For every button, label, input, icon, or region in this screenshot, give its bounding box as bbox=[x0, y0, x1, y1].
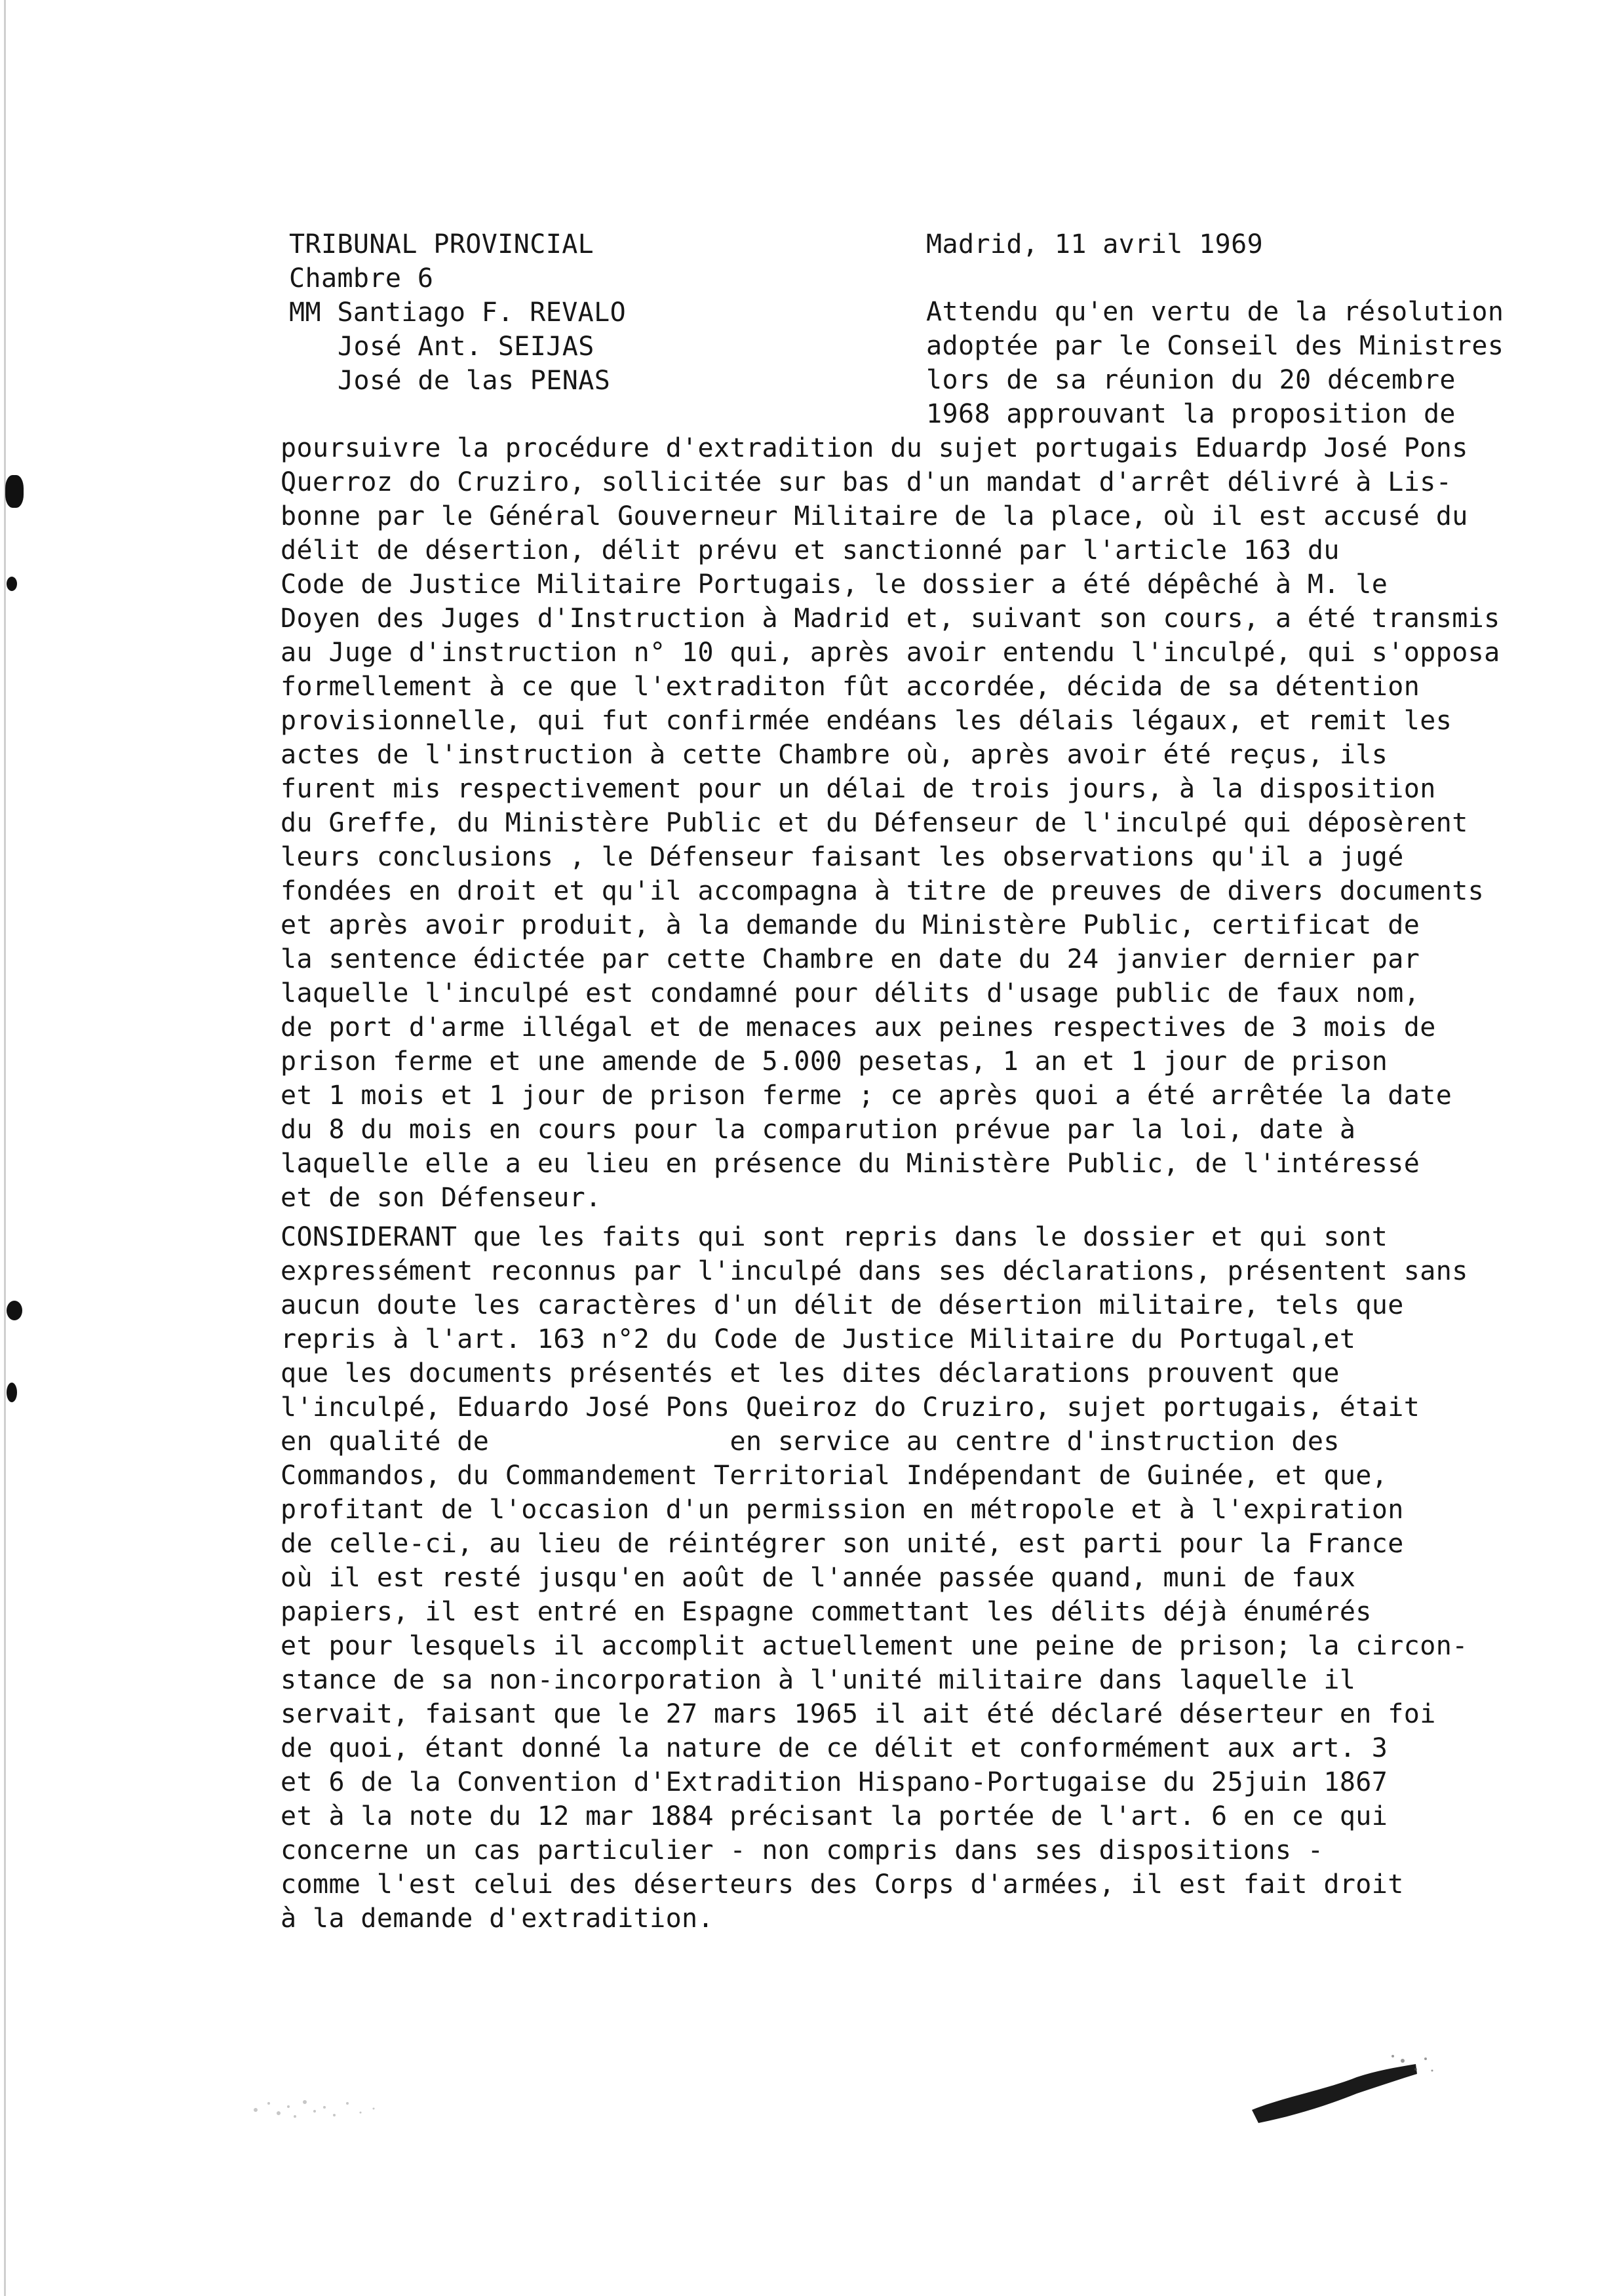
text-line: bonne par le Général Gouverneur Militaire de la place, où il est accusé du bbox=[281, 501, 1468, 531]
judge-line: MM Santiago F. REVALO bbox=[289, 297, 627, 328]
text-line: concerne un cas particulier - non compris dans ses dispositions - bbox=[281, 1835, 1324, 1866]
attendu-intro bbox=[926, 295, 1504, 431]
text-line: et 1 mois et 1 jour de prison ferme ; ce après quoi a été arrêtée la date bbox=[281, 1081, 1452, 1111]
text-line: de port d'arme illégal et de menaces aux peines respectives de 3 mois de bbox=[281, 1012, 1436, 1043]
text-line: formellement à ce que l'extraditon fût accordée, décida de sa détention bbox=[281, 672, 1420, 702]
scan-edge bbox=[4, 0, 6, 2296]
text-line: Doyen des Juges d'Instruction à Madrid et, suivant son cours, a été transmis bbox=[281, 603, 1500, 634]
document-date: Madrid, 11 avril 1969 bbox=[926, 229, 1264, 259]
judge-line: José de las PENAS bbox=[338, 366, 611, 396]
text-line: profitant de l'occasion d'un permission en métropole et à l'expiration bbox=[281, 1495, 1404, 1525]
text-line: fondées en droit et qu'il accompagna à titre de preuves de divers documents bbox=[281, 876, 1485, 906]
punch-hole-mark bbox=[5, 475, 24, 508]
text-line: aucun doute les caractères d'un délit de désertion militaire, tels que bbox=[281, 1290, 1404, 1320]
text-line: et pour lesquels il accomplit actuellement une peine de prison; la circon- bbox=[281, 1631, 1468, 1661]
text-line: du 8 du mois en cours pour la comparution prévue par la loi, date à bbox=[281, 1115, 1356, 1145]
text-line: papiers, il est entré en Espagne commettant les délits déjà énumérés bbox=[281, 1597, 1372, 1627]
paragraph-considerant bbox=[281, 1220, 1468, 1936]
text-line: et à la note du 12 mar 1884 précisant la portée de l'art. 6 en ce qui bbox=[281, 1801, 1388, 1831]
text-line: au Juge d'instruction n° 10 qui, après avoir entendu l'inculpé, qui s'opposa bbox=[281, 638, 1500, 668]
text-line: 1968 approuvant la proposition de bbox=[926, 399, 1456, 429]
text-line: CONSIDERANT que les faits qui sont repris dans le dossier et qui sont bbox=[281, 1222, 1388, 1252]
text-line: furent mis respectivement pour un délai de trois jours, à la disposition bbox=[281, 774, 1436, 804]
text-line: du Greffe, du Ministère Public et du Défenseur de l'inculpé qui déposèrent bbox=[281, 808, 1468, 838]
text-line: poursuivre la procédure d'extradition du sujet portugais Eduardp José Pons bbox=[281, 433, 1468, 463]
text-line: laquelle elle a eu lieu en présence du Ministère Public, de l'intéressé bbox=[281, 1149, 1420, 1179]
judge-line: José Ant. SEIJAS bbox=[338, 332, 594, 362]
text-line: et après avoir produit, à la demande du Ministère Public, certificat de bbox=[281, 910, 1420, 940]
text-line: que les documents présentés et les dites déclarations prouvent que bbox=[281, 1358, 1340, 1388]
text-line: de celle-ci, au lieu de réintégrer son unité, est parti pour la France bbox=[281, 1529, 1404, 1559]
text-line: lors de sa réunion du 20 décembre bbox=[926, 365, 1456, 395]
text-line: comme l'est celui des déserteurs des Corps d'armées, il est fait droit bbox=[281, 1869, 1404, 1900]
punch-hole-mark bbox=[7, 1301, 22, 1320]
text-line: délit de désertion, délit prévu et sanctionné par l'article 163 du bbox=[281, 535, 1340, 565]
text-line: Querroz do Cruziro, sollicitée sur bas d'un mandat d'arrêt délivré à Lis- bbox=[281, 467, 1452, 497]
text-line: expressément reconnus par l'inculpé dans ses déclarations, présentent sans bbox=[281, 1256, 1468, 1286]
text-line: prison ferme et une amende de 5.000 pesetas, 1 an et 1 jour de prison bbox=[281, 1046, 1388, 1077]
scan-smudge-right bbox=[1245, 2051, 1442, 2136]
scan-smudge-left bbox=[216, 2084, 426, 2136]
text-line: où il est resté jusqu'en août de l'année passée quand, muni de faux bbox=[281, 1563, 1356, 1593]
text-line: Code de Justice Militaire Portugais, le dossier a été dépêché à M. le bbox=[281, 569, 1388, 600]
text-line: à la demande d'extradition. bbox=[281, 1904, 714, 1934]
text-line: et 6 de la Convention d'Extradition Hispano-Portugaise du 25juin 1867 bbox=[281, 1767, 1388, 1797]
text-line: l'inculpé, Eduardo José Pons Queiroz do Cruziro, sujet portugais, était bbox=[281, 1392, 1420, 1423]
text-line: provisionnelle, qui fut confirmée endéans les délais légaux, et remit les bbox=[281, 706, 1452, 736]
paragraph-attendu bbox=[281, 431, 1500, 1215]
punch-hole-mark bbox=[7, 1383, 17, 1402]
punch-hole-mark bbox=[7, 577, 17, 591]
text-line: adoptée par le Conseil des Ministres bbox=[926, 331, 1504, 361]
text-line: servait, faisant que le 27 mars 1965 il ait été déclaré déserteur en foi bbox=[281, 1699, 1436, 1729]
text-line: en qualité de en service au centre d'instruction des bbox=[281, 1426, 1340, 1457]
text-line: la sentence édictée par cette Chambre en date du 24 janvier dernier par bbox=[281, 944, 1420, 974]
text-line: Attendu qu'en vertu de la résolution bbox=[926, 297, 1504, 327]
text-line: de quoi, étant donné la nature de ce délit et conformément aux art. 3 bbox=[281, 1733, 1388, 1763]
chamber-label: Chambre 6 bbox=[289, 263, 434, 294]
court-header bbox=[289, 227, 626, 398]
text-line: et de son Défenseur. bbox=[281, 1183, 602, 1213]
text-line: leurs conclusions , le Défenseur faisant les observations qu'il a jugé bbox=[281, 842, 1404, 872]
text-line: actes de l'instruction à cette Chambre où, après avoir été reçus, ils bbox=[281, 740, 1388, 770]
text-line: laquelle l'inculpé est condamné pour délits d'usage public de faux nom, bbox=[281, 978, 1420, 1008]
text-line: stance de sa non-incorporation à l'unité militaire dans laquelle il bbox=[281, 1665, 1356, 1695]
court-name: TRIBUNAL PROVINCIAL bbox=[289, 229, 594, 259]
text-line: repris à l'art. 163 n°2 du Code de Justice Militaire du Portugal,et bbox=[281, 1324, 1356, 1354]
text-line: Commandos, du Commandement Territorial Indépendant de Guinée, et que, bbox=[281, 1461, 1388, 1491]
